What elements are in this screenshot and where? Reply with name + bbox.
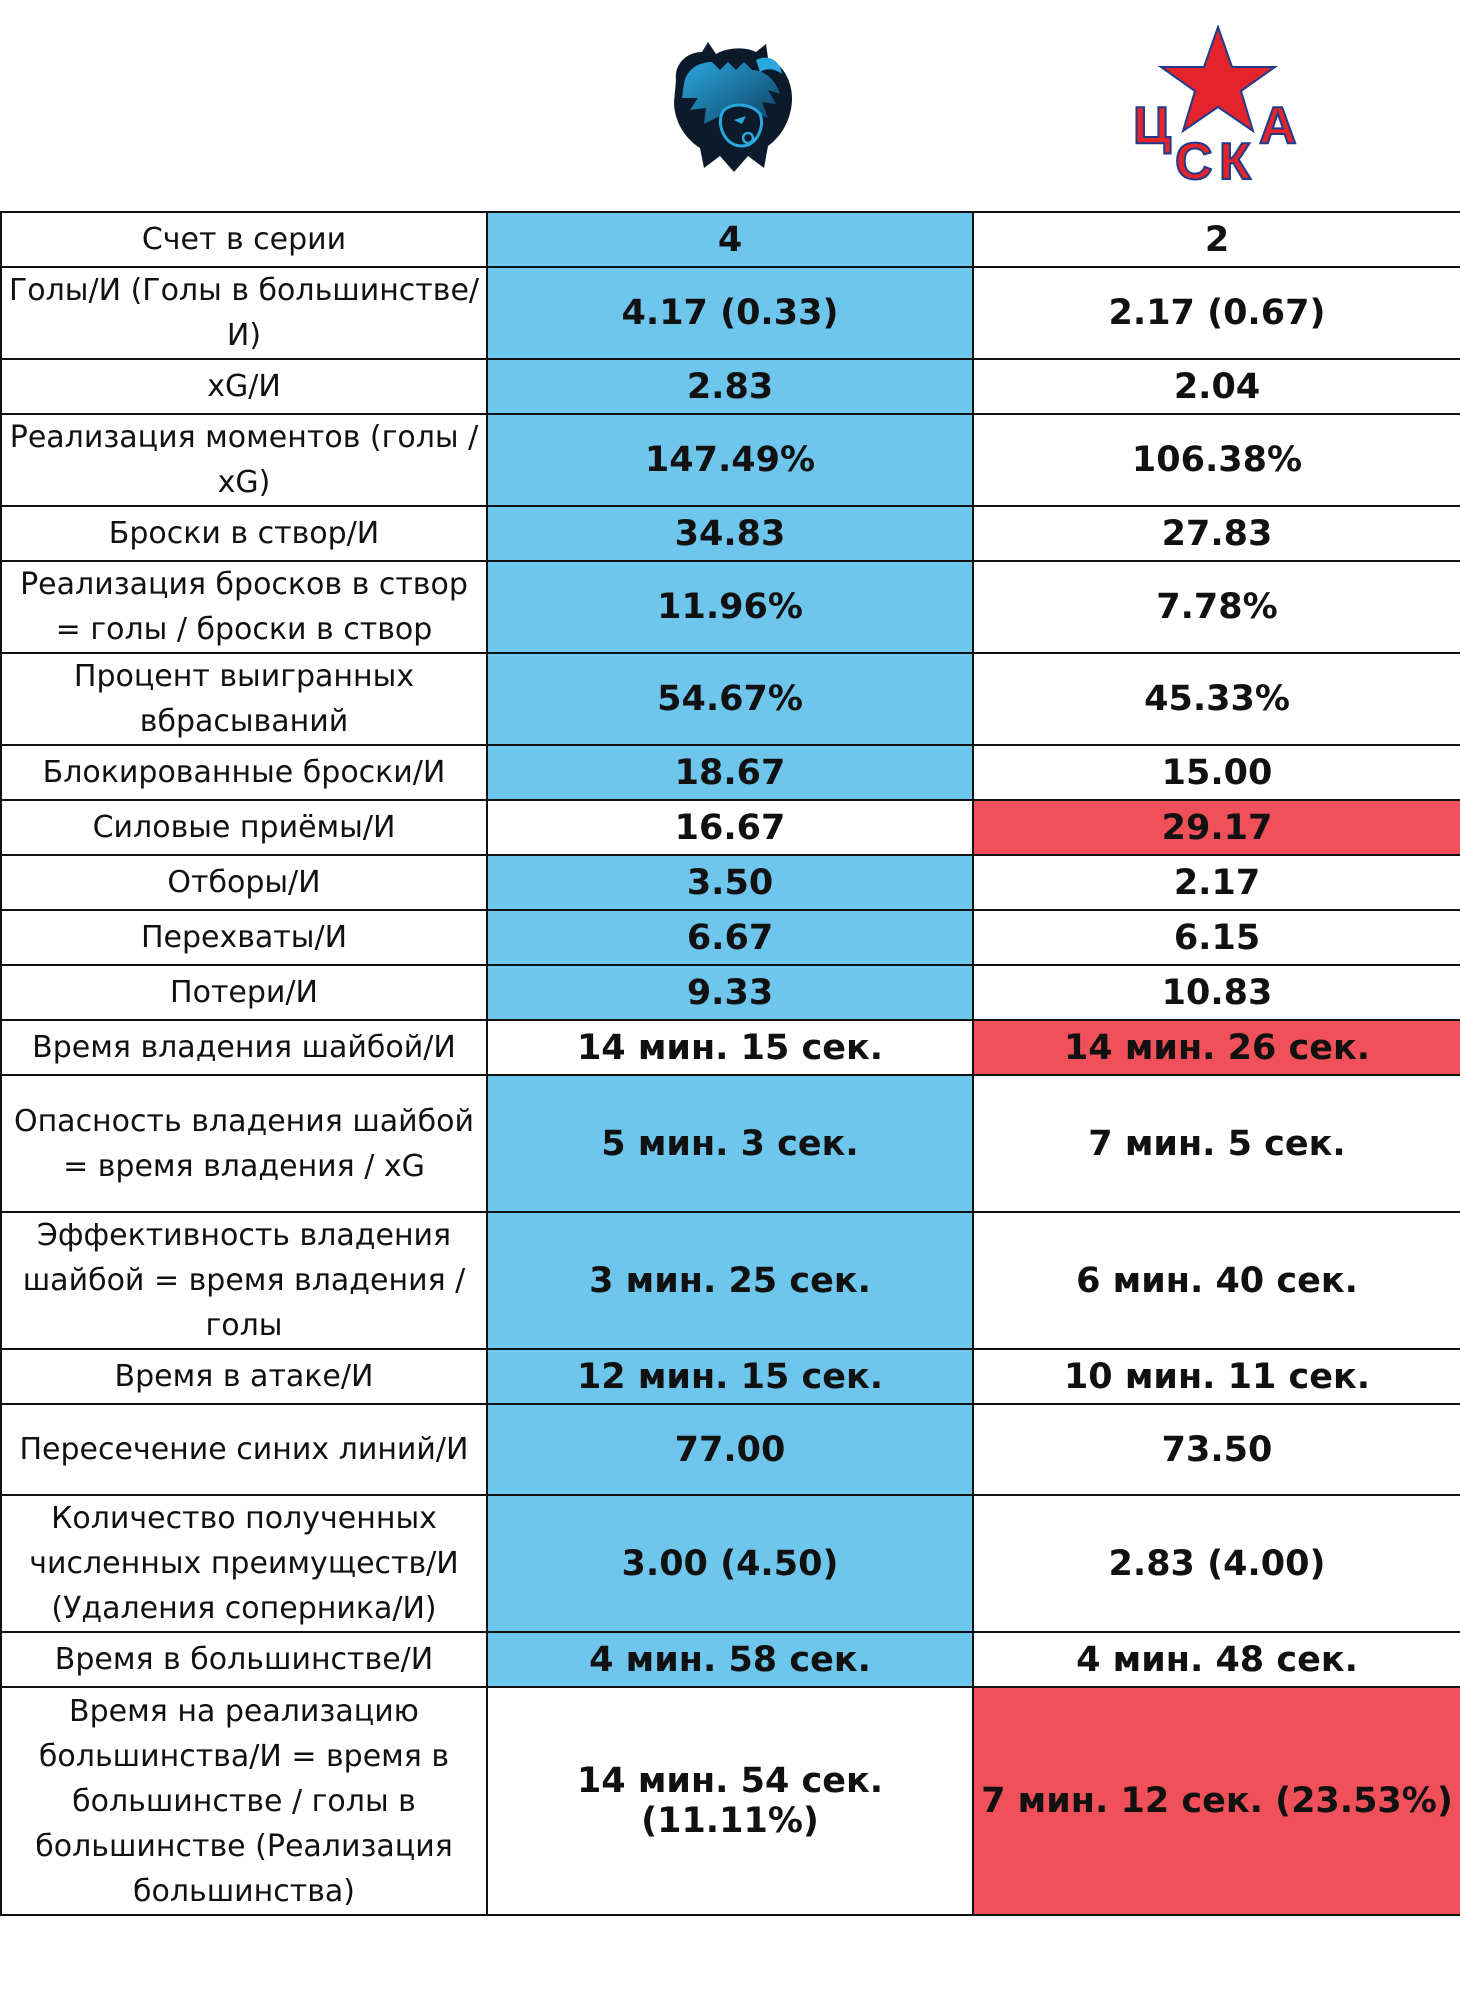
svg-text:К: К — [1219, 133, 1251, 190]
stats-table-body — [1, 212, 1460, 1915]
table-row — [1, 506, 1460, 561]
table-row — [1, 1212, 1460, 1349]
team-left-value: 14 мин. 54 сек. (11.11%) — [487, 1687, 973, 1915]
team-right-value: 6.15 — [973, 910, 1460, 965]
team-right-value: 7.78% — [973, 561, 1460, 653]
stat-label: Процент выигранных вбрасываний — [1, 653, 487, 745]
stat-label: Броски в створ/И — [1, 506, 487, 561]
team-left-value: 4 мин. 58 сек. — [487, 1632, 973, 1687]
table-row — [1, 1020, 1460, 1075]
table-row — [1, 1404, 1460, 1495]
stat-label: Время в атаке/И — [1, 1349, 487, 1404]
team-left-value: 54.67% — [487, 653, 973, 745]
svg-text:С: С — [1175, 133, 1213, 190]
team-right-value: 27.83 — [973, 506, 1460, 561]
team-right-value: 45.33% — [973, 653, 1460, 745]
team-left-value: 3.00 (4.50) — [487, 1495, 973, 1632]
team-left-value: 2.83 — [487, 359, 973, 414]
stat-label: Блокированные броски/И — [1, 745, 487, 800]
stat-label: Голы/И (Голы в большинстве/И) — [1, 267, 487, 359]
team-right-value: 2 — [973, 212, 1460, 267]
stat-label: Пересечение синих линий/И — [1, 1404, 487, 1495]
stat-label: Количество полученных численных преимуществ/И (Удаления соперника/И) — [1, 1495, 487, 1632]
team-left-value: 147.49% — [487, 414, 973, 506]
team-right-value: 6 мин. 40 сек. — [973, 1212, 1460, 1349]
svg-text:Ц: Ц — [1133, 97, 1171, 155]
stat-label: Реализация моментов (голы / xG) — [1, 414, 487, 506]
team-right-value: 10 мин. 11 сек. — [973, 1349, 1460, 1404]
table-row — [1, 855, 1460, 910]
team-right-value: 10.83 — [973, 965, 1460, 1020]
team-left-value: 3 мин. 25 сек. — [487, 1212, 973, 1349]
stat-label: Время в большинстве/И — [1, 1632, 487, 1687]
table-row — [1, 800, 1460, 855]
team-right-value: 29.17 — [973, 800, 1460, 855]
team-right-value: 2.17 (0.67) — [973, 267, 1460, 359]
team-right-value: 14 мин. 26 сек. — [973, 1020, 1460, 1075]
team-left-value: 6.67 — [487, 910, 973, 965]
team-left-value: 4 — [487, 212, 973, 267]
team-left-value: 12 мин. 15 сек. — [487, 1349, 973, 1404]
team-right-value: 2.83 (4.00) — [973, 1495, 1460, 1632]
table-row — [1, 359, 1460, 414]
table-row — [1, 414, 1460, 506]
table-row — [1, 910, 1460, 965]
team-right-value: 106.38% — [973, 414, 1460, 506]
team-left-value: 34.83 — [487, 506, 973, 561]
team-left-value: 11.96% — [487, 561, 973, 653]
stat-label: Перехваты/И — [1, 910, 487, 965]
cska-logo-icon — [1133, 25, 1303, 190]
table-row — [1, 1349, 1460, 1404]
stat-label: Счет в серии — [1, 212, 487, 267]
team-left-value: 5 мин. 3 сек. — [487, 1075, 973, 1212]
team-left-value: 9.33 — [487, 965, 973, 1020]
team-left-value: 14 мин. 15 сек. — [487, 1020, 973, 1075]
stat-label: Потери/И — [1, 965, 487, 1020]
stat-label: xG/И — [1, 359, 487, 414]
stat-label: Время владения шайбой/И — [1, 1020, 487, 1075]
stat-label: Эффективность владения шайбой = время владения / голы — [1, 1212, 487, 1349]
table-row — [1, 561, 1460, 653]
table-row — [1, 1687, 1460, 1915]
table-row — [1, 965, 1460, 1020]
team-left-value: 4.17 (0.33) — [487, 267, 973, 359]
team-right-value: 4 мин. 48 сек. — [973, 1632, 1460, 1687]
table-row — [1, 267, 1460, 359]
stat-label: Силовые приёмы/И — [1, 800, 487, 855]
bison-logo-icon — [664, 40, 800, 175]
stat-label: Опасность владения шайбой = время владения / xG — [1, 1075, 487, 1212]
team-right-value: 73.50 — [973, 1404, 1460, 1495]
stats-comparison-table — [0, 211, 1460, 1916]
team-right-value: 7 мин. 5 сек. — [973, 1075, 1460, 1212]
table-row — [1, 1632, 1460, 1687]
team-left-value: 16.67 — [487, 800, 973, 855]
team-left-value: 77.00 — [487, 1404, 973, 1495]
stat-label: Отборы/И — [1, 855, 487, 910]
svg-text:А: А — [1259, 97, 1297, 155]
stat-label: Реализация бросков в створ = голы / броски в створ — [1, 561, 487, 653]
team-right-value: 2.04 — [973, 359, 1460, 414]
team-right-value: 15.00 — [973, 745, 1460, 800]
table-row — [1, 745, 1460, 800]
team-left-value: 3.50 — [487, 855, 973, 910]
team-right-value: 2.17 — [973, 855, 1460, 910]
table-row — [1, 653, 1460, 745]
table-row — [1, 1495, 1460, 1632]
table-row — [1, 1075, 1460, 1212]
table-row — [1, 212, 1460, 267]
team-right-value: 7 мин. 12 сек. (23.53%) — [973, 1687, 1460, 1915]
team-left-value: 18.67 — [487, 745, 973, 800]
stat-label: Время на реализацию большинства/И = время в большинстве / голы в большинстве (Реализация большинства) — [1, 1687, 487, 1915]
